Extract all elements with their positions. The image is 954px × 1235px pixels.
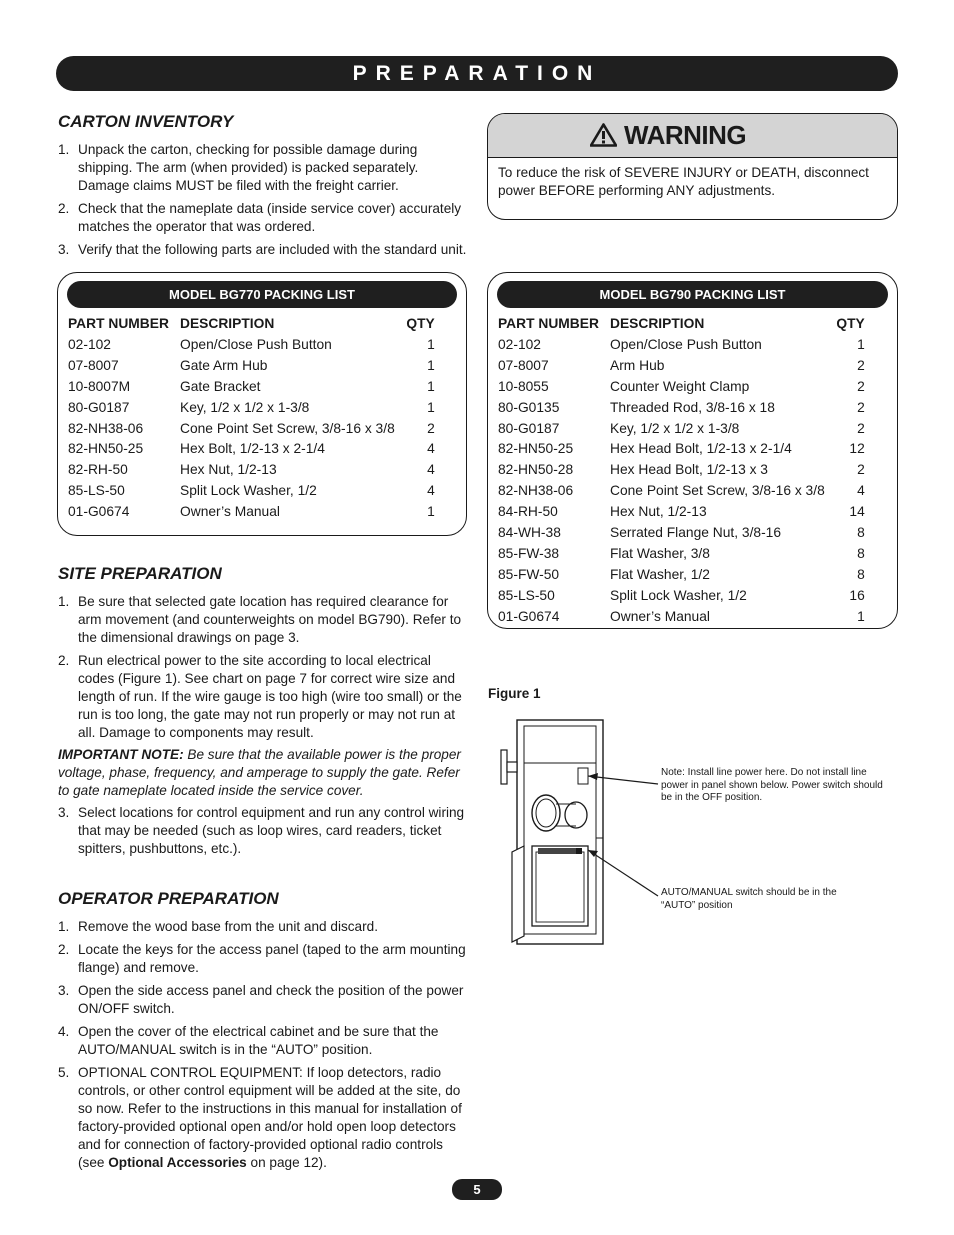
list-item: 1. Unpack the carton, checking for possible damage during shipping. The arm (when provided) is packed separately. Damage claims MUST be filed with the freight carrier. xyxy=(58,142,419,193)
column-header: DESCRIPTION xyxy=(180,316,275,331)
site-preparation-list xyxy=(58,593,468,747)
table-row xyxy=(498,355,865,376)
part-number-cell: 01-G0674 xyxy=(498,608,560,624)
description-cell: Counter Weight Clamp xyxy=(610,378,750,394)
part-number-cell: 84-RH-50 xyxy=(498,504,558,520)
table-row xyxy=(498,480,865,501)
qty-cell: 1 xyxy=(427,357,435,373)
part-number-cell: 82-HN50-25 xyxy=(498,441,574,457)
column-header: QTY xyxy=(836,316,865,331)
qty-cell: 8 xyxy=(857,545,865,561)
table-row xyxy=(498,543,865,564)
qty-cell: 14 xyxy=(849,504,865,520)
important-note-label: IMPORTANT NOTE: xyxy=(58,747,184,762)
list-item: 4. Open the cover of the electrical cabinet and be sure that the AUTO/MANUAL switch is in the “AUTO” position. xyxy=(58,1024,439,1057)
description-cell: Hex Nut, 1/2-13 xyxy=(610,504,707,520)
table-row xyxy=(498,606,865,627)
bg790-packing-list-title: MODEL BG790 PACKING LIST xyxy=(497,281,888,308)
description-cell: Hex Head Bolt, 1/2-13 x 2-1/4 xyxy=(610,441,792,457)
qty-cell: 12 xyxy=(849,441,865,457)
list-item: 1. Remove the wood base from the unit and discard. xyxy=(58,919,378,934)
table-row xyxy=(498,501,865,522)
site-preparation-heading: SITE PREPARATION xyxy=(58,564,222,583)
important-note xyxy=(58,746,470,800)
part-number-cell: 80-G0187 xyxy=(498,420,560,436)
qty-cell: 2 xyxy=(427,420,435,436)
part-number-cell: 07-8007 xyxy=(498,357,549,373)
bg790-parts-table xyxy=(498,313,865,626)
description-cell: Gate Bracket xyxy=(180,378,261,394)
page-title: PREPARATION xyxy=(352,62,602,85)
auto-manual-callout: AUTO/MANUAL switch should be in the “AUTO” position xyxy=(661,887,837,911)
table-row xyxy=(68,355,435,376)
site-preparation-list-cont xyxy=(58,804,468,863)
description-cell: Cone Point Set Screw, 3/8-16 x 3/8 xyxy=(180,420,395,436)
qty-cell: 2 xyxy=(857,378,865,394)
qty-cell: 1 xyxy=(427,378,435,394)
table-row xyxy=(498,418,865,439)
list-item: 3. Verify that the following parts are included with the standard unit. xyxy=(58,242,467,257)
description-cell: Cone Point Set Screw, 3/8-16 x 3/8 xyxy=(610,483,825,499)
description-cell: Flat Washer, 3/8 xyxy=(610,545,710,561)
bg770-packing-list-title: MODEL BG770 PACKING LIST xyxy=(67,281,457,308)
warning-box xyxy=(487,113,898,220)
part-number-cell: 85-FW-50 xyxy=(498,566,560,582)
table-row xyxy=(68,501,435,522)
table-header-row xyxy=(498,313,865,334)
table-row xyxy=(68,376,435,397)
list-item: 2. Run electrical power to the site according to local electrical codes (Figure 1). See chart on page 7 for correct wire size and length of run. If the wire gauge is too high (wire too small) or the run is too long, the gate may not run properly or may not run at all. Damage to components may result. xyxy=(58,653,462,740)
page-title-bar xyxy=(56,56,898,91)
list-item: 5. OPTIONAL CONTROL EQUIPMENT: If loop detectors, radio controls, or other control equipment will be added at the site, do so now. Refer to the instructions in this manual for installation of factory-provided optional open and/or hold open loop detectors and for connection of factory-provided optional radio controls (see Optional Accessories on page 12). xyxy=(58,1065,462,1170)
qty-cell: 8 xyxy=(857,524,865,540)
part-number-cell: 10-8007M xyxy=(68,378,131,394)
table-row xyxy=(498,459,865,480)
carton-inventory-heading: CARTON INVENTORY xyxy=(58,112,234,131)
qty-cell: 2 xyxy=(857,420,865,436)
table-row xyxy=(68,418,435,439)
table-row xyxy=(68,438,435,459)
description-cell: Hex Nut, 1/2-13 xyxy=(180,462,277,478)
operator-preparation-list xyxy=(58,918,468,1177)
description-cell: Threaded Rod, 3/8-16 x 18 xyxy=(610,399,775,415)
table-header-row xyxy=(68,313,435,334)
part-number-cell: 02-102 xyxy=(498,336,541,352)
column-header: PART NUMBER xyxy=(498,316,599,331)
qty-cell: 2 xyxy=(857,399,865,415)
part-number-cell: 82-NH38-06 xyxy=(68,420,144,436)
description-cell: Key, 1/2 x 1/2 x 1-3/8 xyxy=(180,399,310,415)
figure-label: Figure 1 xyxy=(488,686,541,701)
part-number-cell: 82-HN50-28 xyxy=(498,462,574,478)
table-row xyxy=(68,459,435,480)
description-cell: Owner’s Manual xyxy=(610,608,710,624)
qty-cell: 8 xyxy=(857,566,865,582)
table-row xyxy=(498,438,865,459)
carton-inventory-list xyxy=(58,141,470,264)
part-number-cell: 10-8055 xyxy=(498,378,549,394)
qty-cell: 2 xyxy=(857,357,865,373)
description-cell: Hex Bolt, 1/2-13 x 2-1/4 xyxy=(180,441,325,457)
list-item: 2. Check that the nameplate data (inside service cover) accurately matches the operator that was ordered. xyxy=(58,201,462,234)
description-cell: Owner’s Manual xyxy=(180,504,280,520)
bg770-packing-list xyxy=(57,272,467,536)
part-number-cell: 80-G0135 xyxy=(498,399,560,415)
table-row xyxy=(68,334,435,355)
table-row xyxy=(498,334,865,355)
description-cell: Flat Washer, 1/2 xyxy=(610,566,710,582)
part-number-cell: 85-FW-38 xyxy=(498,545,560,561)
part-number-cell: 82-RH-50 xyxy=(68,462,128,478)
part-number-cell: 82-HN50-25 xyxy=(68,441,144,457)
description-cell: Serrated Flange Nut, 3/8-16 xyxy=(610,524,782,540)
bg770-parts-table xyxy=(68,313,435,522)
table-row xyxy=(68,480,435,501)
description-cell: Open/Close Push Button xyxy=(610,336,762,352)
qty-cell: 4 xyxy=(857,483,865,499)
operator-preparation-heading: OPERATOR PREPARATION xyxy=(58,889,279,908)
part-number-cell: 80-G0187 xyxy=(68,399,130,415)
important-note-text: Be sure that the available power is the proper voltage, phase, frequency, and amperage to supply the gate. Refer to gate nameplate located inside the service cover. xyxy=(58,747,461,798)
qty-cell: 4 xyxy=(427,483,435,499)
part-number-cell: 85-LS-50 xyxy=(68,483,125,499)
part-number-cell: 85-LS-50 xyxy=(498,587,555,603)
part-number-cell: 02-102 xyxy=(68,336,111,352)
table-row xyxy=(498,397,865,418)
list-item: 3. Select locations for control equipment and run any control wiring that may be needed (such as loop wires, card readers, ticket spitters, pushbuttons, etc.). xyxy=(58,805,465,856)
part-number-cell: 07-8007 xyxy=(68,357,119,373)
qty-cell: 1 xyxy=(857,608,865,624)
table-row xyxy=(498,376,865,397)
table-row xyxy=(68,397,435,418)
qty-cell: 1 xyxy=(427,336,435,352)
column-header: DESCRIPTION xyxy=(610,316,705,331)
page-number: 5 xyxy=(452,1179,502,1200)
qty-cell: 16 xyxy=(849,587,865,603)
line-power-callout: Note: Install line power here. Do not install line power in panel shown below. Power switch should be in the OFF position. xyxy=(661,767,883,803)
description-cell: Key, 1/2 x 1/2 x 1-3/8 xyxy=(610,420,740,436)
list-item: 3. Open the side access panel and check the position of the power ON/OFF switch. xyxy=(58,983,464,1016)
qty-cell: 2 xyxy=(857,462,865,478)
warning-triangle-icon xyxy=(590,123,617,147)
description-cell: Arm Hub xyxy=(610,357,665,373)
operator-cabinet-figure xyxy=(488,718,668,950)
list-item: 2. Locate the keys for the access panel (taped to the arm mounting flange) and remove. xyxy=(58,942,466,975)
description-cell: Split Lock Washer, 1/2 xyxy=(180,483,317,499)
optional-accessories-ref: Optional Accessories xyxy=(108,1155,247,1170)
part-number-cell: 84-WH-38 xyxy=(498,524,561,540)
qty-cell: 1 xyxy=(857,336,865,352)
description-cell: Split Lock Washer, 1/2 xyxy=(610,587,747,603)
list-item: 1. Be sure that selected gate location has required clearance for arm movement (and counterweights on model BG790). Refer to the dimensional drawings on page 3. xyxy=(58,594,462,645)
warning-text: To reduce the risk of SEVERE INJURY or DEATH, disconnect power BEFORE performing ANY adjustments. xyxy=(498,165,869,198)
bg790-packing-list xyxy=(487,272,898,629)
description-cell: Open/Close Push Button xyxy=(180,336,332,352)
part-number-cell: 82-NH38-06 xyxy=(498,483,574,499)
warning-title: WARNING xyxy=(624,120,747,150)
part-number-cell: 01-G0674 xyxy=(68,504,130,520)
column-header: QTY xyxy=(406,316,435,331)
qty-cell: 1 xyxy=(427,399,435,415)
table-row xyxy=(498,585,865,606)
table-row xyxy=(498,564,865,585)
table-row xyxy=(498,522,865,543)
qty-cell: 4 xyxy=(427,462,435,478)
qty-cell: 1 xyxy=(427,504,435,520)
warning-header xyxy=(488,114,897,158)
description-cell: Gate Arm Hub xyxy=(180,357,268,373)
description-cell: Hex Head Bolt, 1/2-13 x 3 xyxy=(610,462,768,478)
qty-cell: 4 xyxy=(427,441,435,457)
column-header: PART NUMBER xyxy=(68,316,169,331)
